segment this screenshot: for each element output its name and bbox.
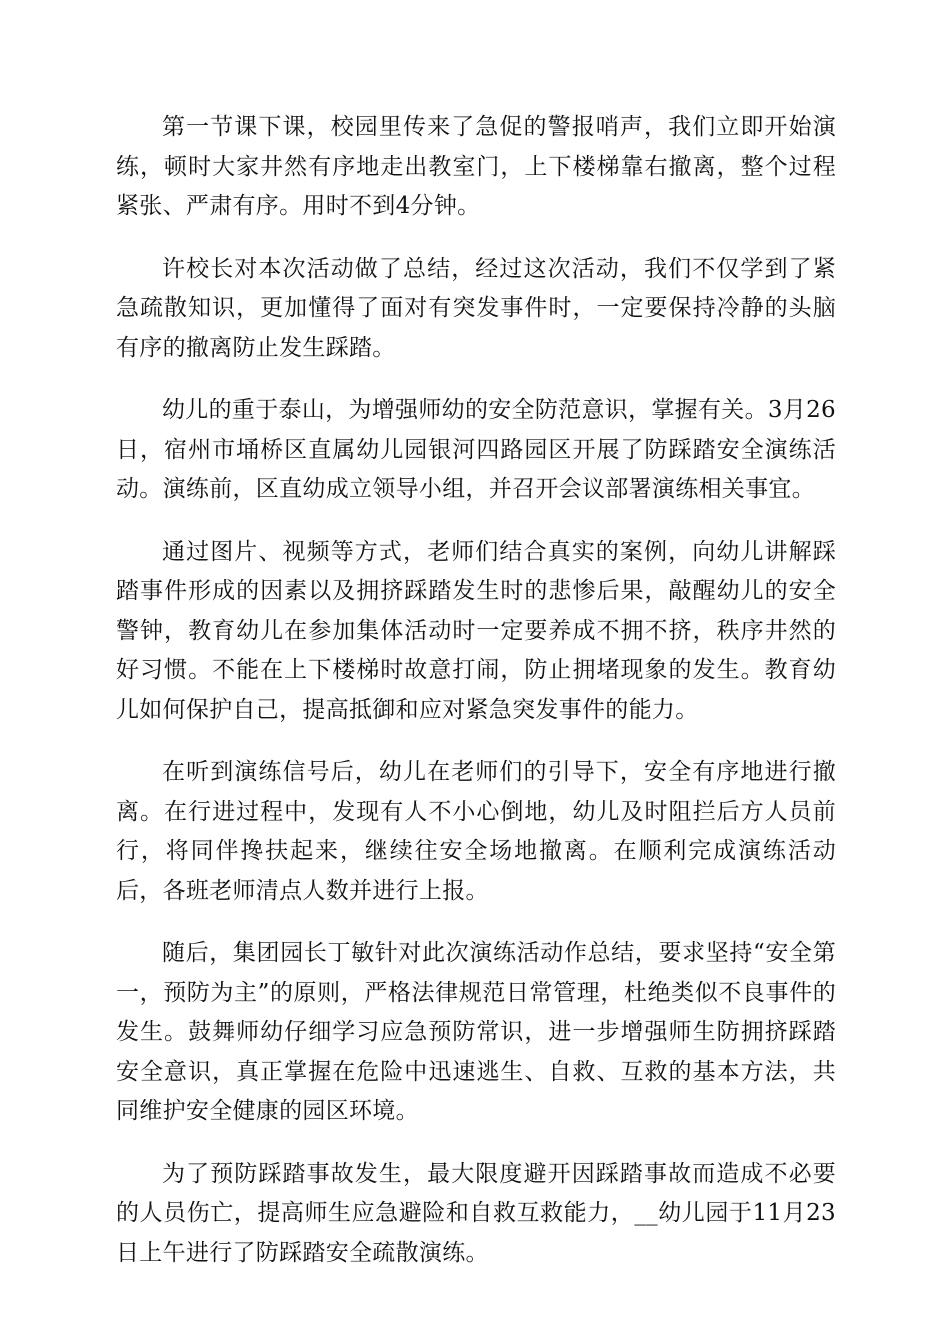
paragraph-4: 通过图片、视频等方式，老师们结合真实的案例，向幼儿讲解踩踏事件形成的因素以及拥挤踩踏发生时的悲惨后果，敲醒幼儿的安全警钟，教育幼儿在参加集体活动时一定要养成不拥不挤，秩序井然的好习惯。不能在上下楼梯时故意打闹，防止拥堵现象的发生。教育幼儿如何保护自己，提高抵御和应对紧急突发事件的能力。 — [116, 538, 836, 723]
paragraph-3: 幼儿的重于泰山，为增强师幼的安全防范意识，掌握有关。3月26日，宿州市埇桥区直属幼儿园银河四路园区开展了防踩踏安全演练活动。演练前，区直幼成立领导小组，并召开会议部署演练相关事宜。 — [116, 397, 836, 502]
paragraph-6: 随后，集团园长丁敏针对此次演练活动作总结，要求坚持“安全第一，预防为主”的原则，严格法律规范日常管理，杜绝类似不良事件的发生。鼓舞师幼仔细学习应急预防常识，进一步增强师生防拥挤踩踏安全意识，真正掌握在危险中迅速逃生、自救、互救的基本方法，共同维护安全健康的园区环境。 — [116, 940, 836, 1124]
paragraph-7: 为了预防踩踏事故发生，最大限度避开因踩踏事故而造成不必要的人员伤亡，提高师生应急避险和自救互救能力，__幼儿园于11月23日上午进行了防踩踏安全疏散演练。 — [116, 1160, 836, 1266]
paragraph-2: 许校长对本次活动做了总结，经过这次活动，我们不仅学到了紧急疏散知识，更加懂得了面对有突发事件时，一定要保持冷静的头脑有序的撤离防止发生踩踏。 — [116, 255, 836, 361]
document-page — [116, 108, 836, 1296]
paragraph-5: 在听到演练信号后，幼儿在老师们的引导下，安全有序地进行撤离。在行进过程中，发现有人不小心倒地，幼儿及时阻拦后方人员前行，将同伴搀扶起来，继续往安全场地撤离。在顺利完成演练活动后，各班老师清点人数并进行上报。 — [116, 759, 836, 904]
paragraph-1: 第一节课下课，校园里传来了急促的警报哨声，我们立即开始演练，顿时大家井然有序地走出教室门，上下楼梯靠右撤离，整个过程紧张、严肃有序。用时不到4分钟。 — [116, 114, 836, 219]
